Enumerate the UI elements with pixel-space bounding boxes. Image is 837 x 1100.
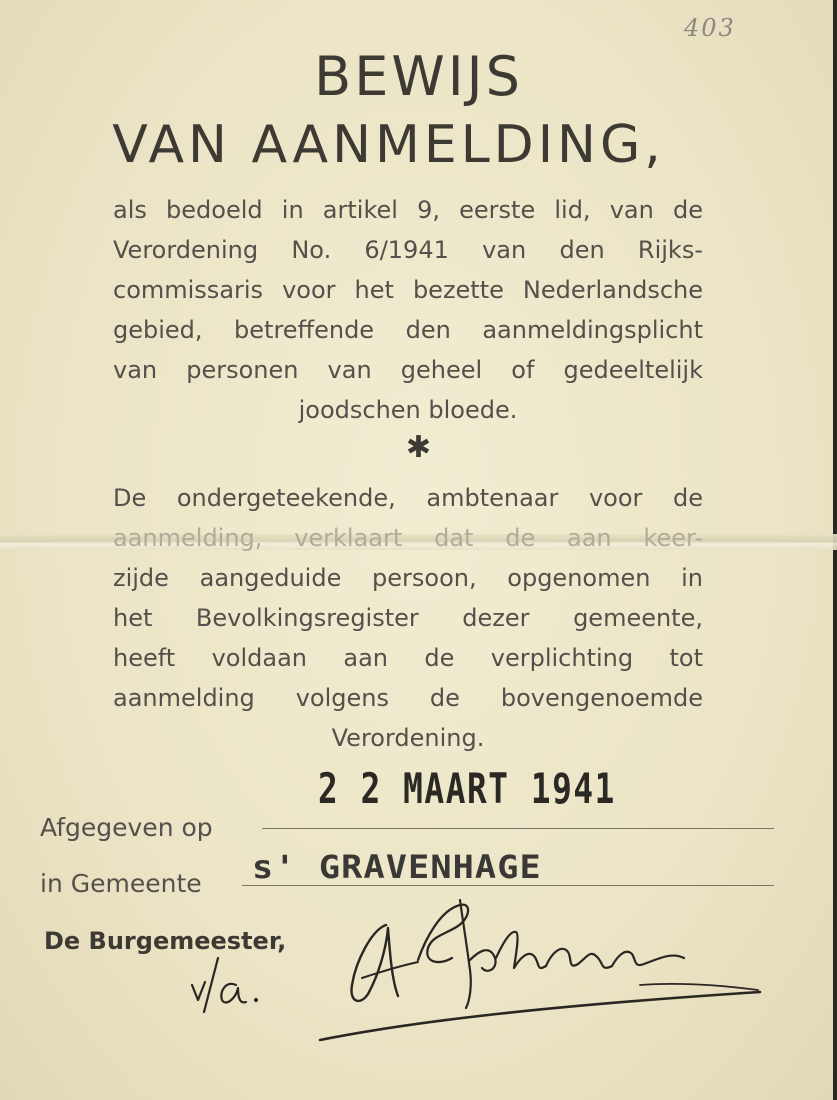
paragraph-line: Verordening No. 6/1941 van den Rijks-: [113, 236, 703, 264]
paragraph-line: van personen van geheel of gedeeltelijk: [113, 356, 703, 384]
paragraph-line: commissaris voor het bezette Nederlandsche: [113, 276, 703, 304]
paragraph-line-faded: aanmelding, verklaart dat de aan keer-: [113, 524, 703, 552]
document-title-line2: VAN AANMELDING,: [112, 115, 665, 175]
star-separator-icon: ✱: [405, 430, 432, 465]
paragraph-line: Verordening.: [331, 724, 485, 752]
paragraph-line: joodschen bloede.: [298, 396, 518, 424]
municipality-label: in Gemeente: [40, 869, 202, 898]
paragraph-line: aanmelding volgens de bovengenoemde: [113, 684, 703, 712]
paragraph-line: het Bevolkingsregister dezer gemeente,: [113, 604, 703, 632]
archive-number: 403: [684, 14, 736, 42]
date-stamp: 2 2 MAART 1941: [318, 764, 616, 813]
document-title-line1: BEWIJS: [314, 45, 523, 108]
paragraph-line: De ondergeteekende, ambtenaar voor de: [113, 484, 703, 512]
mayor-label: De Burgemeester,: [44, 927, 287, 955]
issued-label: Afgegeven op: [40, 813, 213, 842]
paragraph-line: zijde aangeduide persoon, opgenomen in: [113, 564, 703, 592]
paragraph-line: als bedoeld in artikel 9, eerste lid, van de: [113, 196, 703, 224]
municipality-stamp: s' GRAVENHAGE: [252, 848, 542, 886]
paragraph-line: heeft voldaan aan de verplichting tot: [113, 644, 703, 672]
paragraph-line: gebied, betreffende den aanmeldingsplicht: [113, 316, 703, 344]
